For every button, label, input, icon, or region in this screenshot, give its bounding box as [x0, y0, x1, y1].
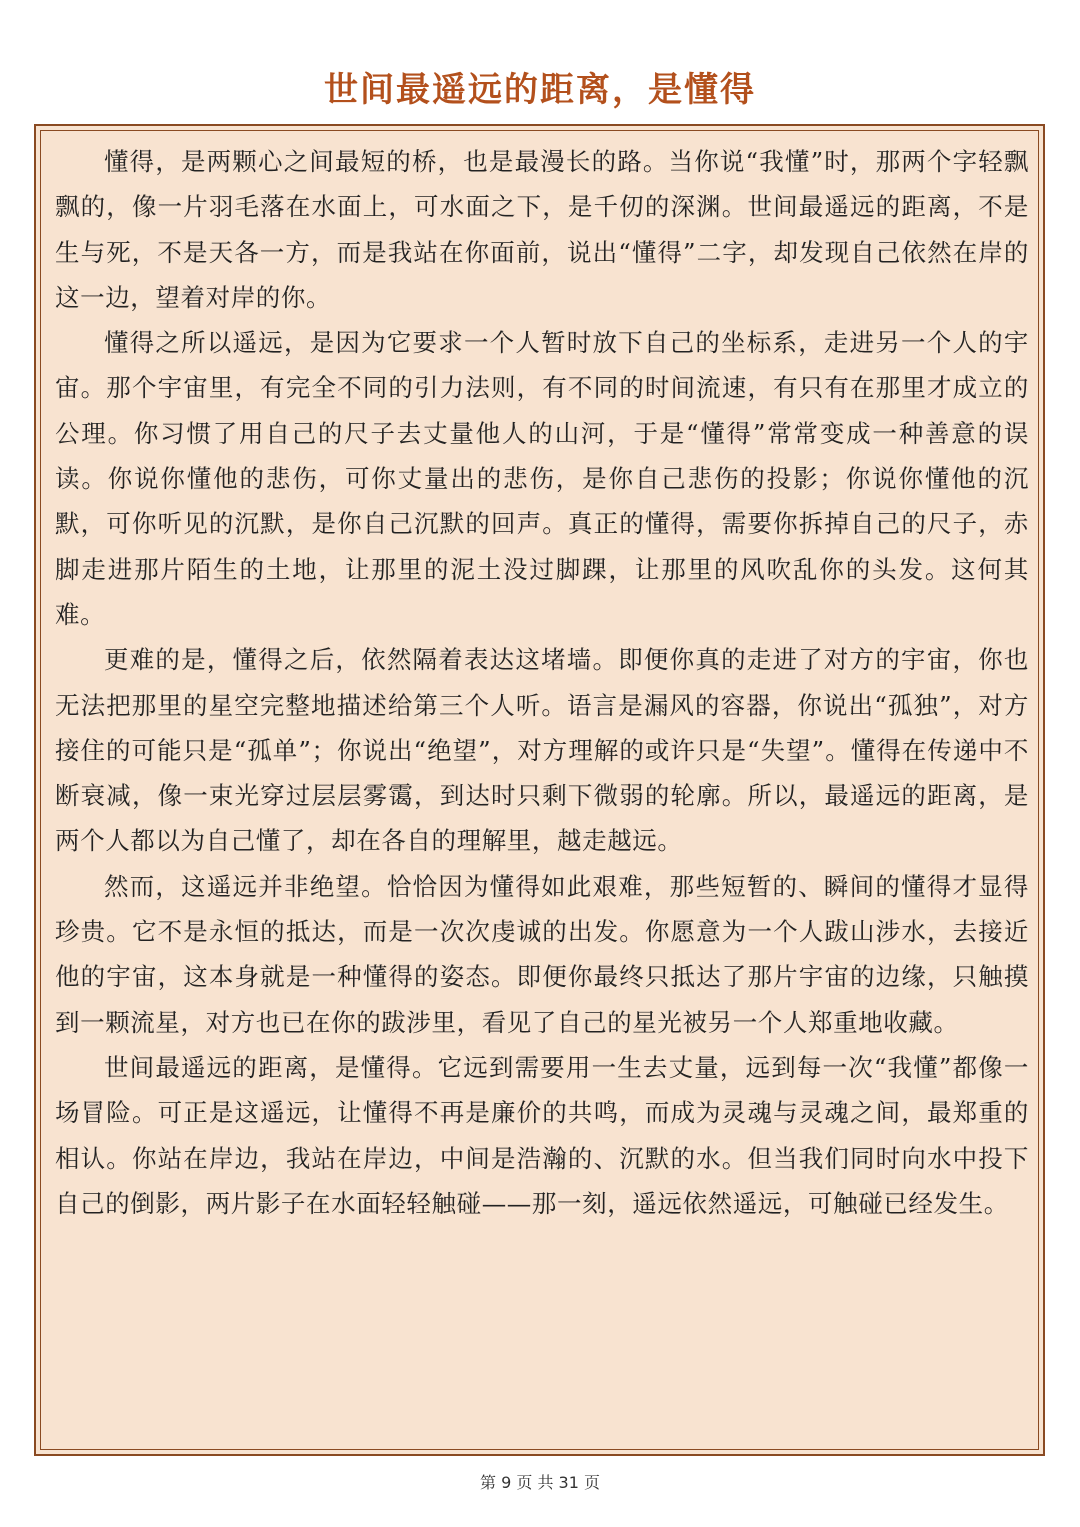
article-frame: [34, 124, 1045, 1456]
paragraph-3: 更难的是，懂得之后，依然隔着表达这堵墙。即便你真的走进了对方的宇宙，你也无法把那里的星空完整地描述给第三个人听。语言是漏风的容器，你说出“孤独”，对方接住的可能只是“孤单”；你说出“绝望”，对方理解的或许只是“失望”。懂得在传递中不断衰减，像一束光穿过层层雾霭，到达时只剩下微弱的轮廓。所以，最遥远的距离，是两个人都以为自己懂了，却在各自的理解里，越走越远。: [55, 645, 1029, 856]
paragraph-1: 懂得，是两颗心之间最短的桥，也是最漫长的路。当你说“我懂”时，那两个字轻飘飘的，像一片羽毛落在水面上，可水面之下，是千仞的深渊。世间最遥远的距离，不是生与死，不是天各一方，而是我站在你面前，说出“懂得”二字，却发现自己依然在岸的这一边，望着对岸的你。: [55, 147, 1029, 312]
paragraph-5: 世间最遥远的距离，是懂得。它远到需要用一生去丈量，远到每一次“我懂”都像一场冒险。可正是这遥远，让懂得不再是廉价的共鸣，而成为灵魂与灵魂之间，最郑重的相认。你站在岸边，我站在岸边，中间是浩瀚的、沉默的水。但当我们同时向水中投下自己的倒影，两片影子在水面轻轻触碰——那一刻，遥远依然遥远，可触碰已经发生。: [55, 1052, 1029, 1218]
page-number: 第 9 页 共 31 页: [480, 1473, 600, 1492]
page-title: 世间最遥远的距离，是懂得: [324, 70, 756, 110]
article-frame-inner: [40, 130, 1039, 1450]
article-body: [55, 139, 1029, 1226]
paragraph-4: 然而，这遥远并非绝望。恰恰因为懂得如此艰难，那些短暂的、瞬间的懂得才显得珍贵。它不是永恒的抵达，而是一次次虔诚的出发。你愿意为一个人跋山涉水，去接近他的宇宙，这本身就是一种懂得的姿态。即便你最终只抵达了那片宇宙的边缘，只触摸到一颗流星，对方也已在你的跋涉里，看见了自己的星光被另一个人郑重地收藏。: [55, 871, 1029, 1037]
paragraph-2: 懂得之所以遥远，是因为它要求一个人暂时放下自己的坐标系，走进另一个人的宇宙。那个宇宙里，有完全不同的引力法则，有不同的时间流速，有只有在那里才成立的公理。你习惯了用自己的尺子去丈量他人的山河，于是“懂得”常常变成一种善意的误读。你说你懂他的悲伤，可你丈量出的悲伤，是你自己悲伤的投影；你说你懂他的沉默，可你听见的沉默，是你自己沉默的回声。真正的懂得，需要你拆掉自己的尺子，赤脚走进那片陌生的土地，让那里的泥土没过脚踝，让那里的风吹乱你的头发。这何其难。: [55, 328, 1029, 629]
